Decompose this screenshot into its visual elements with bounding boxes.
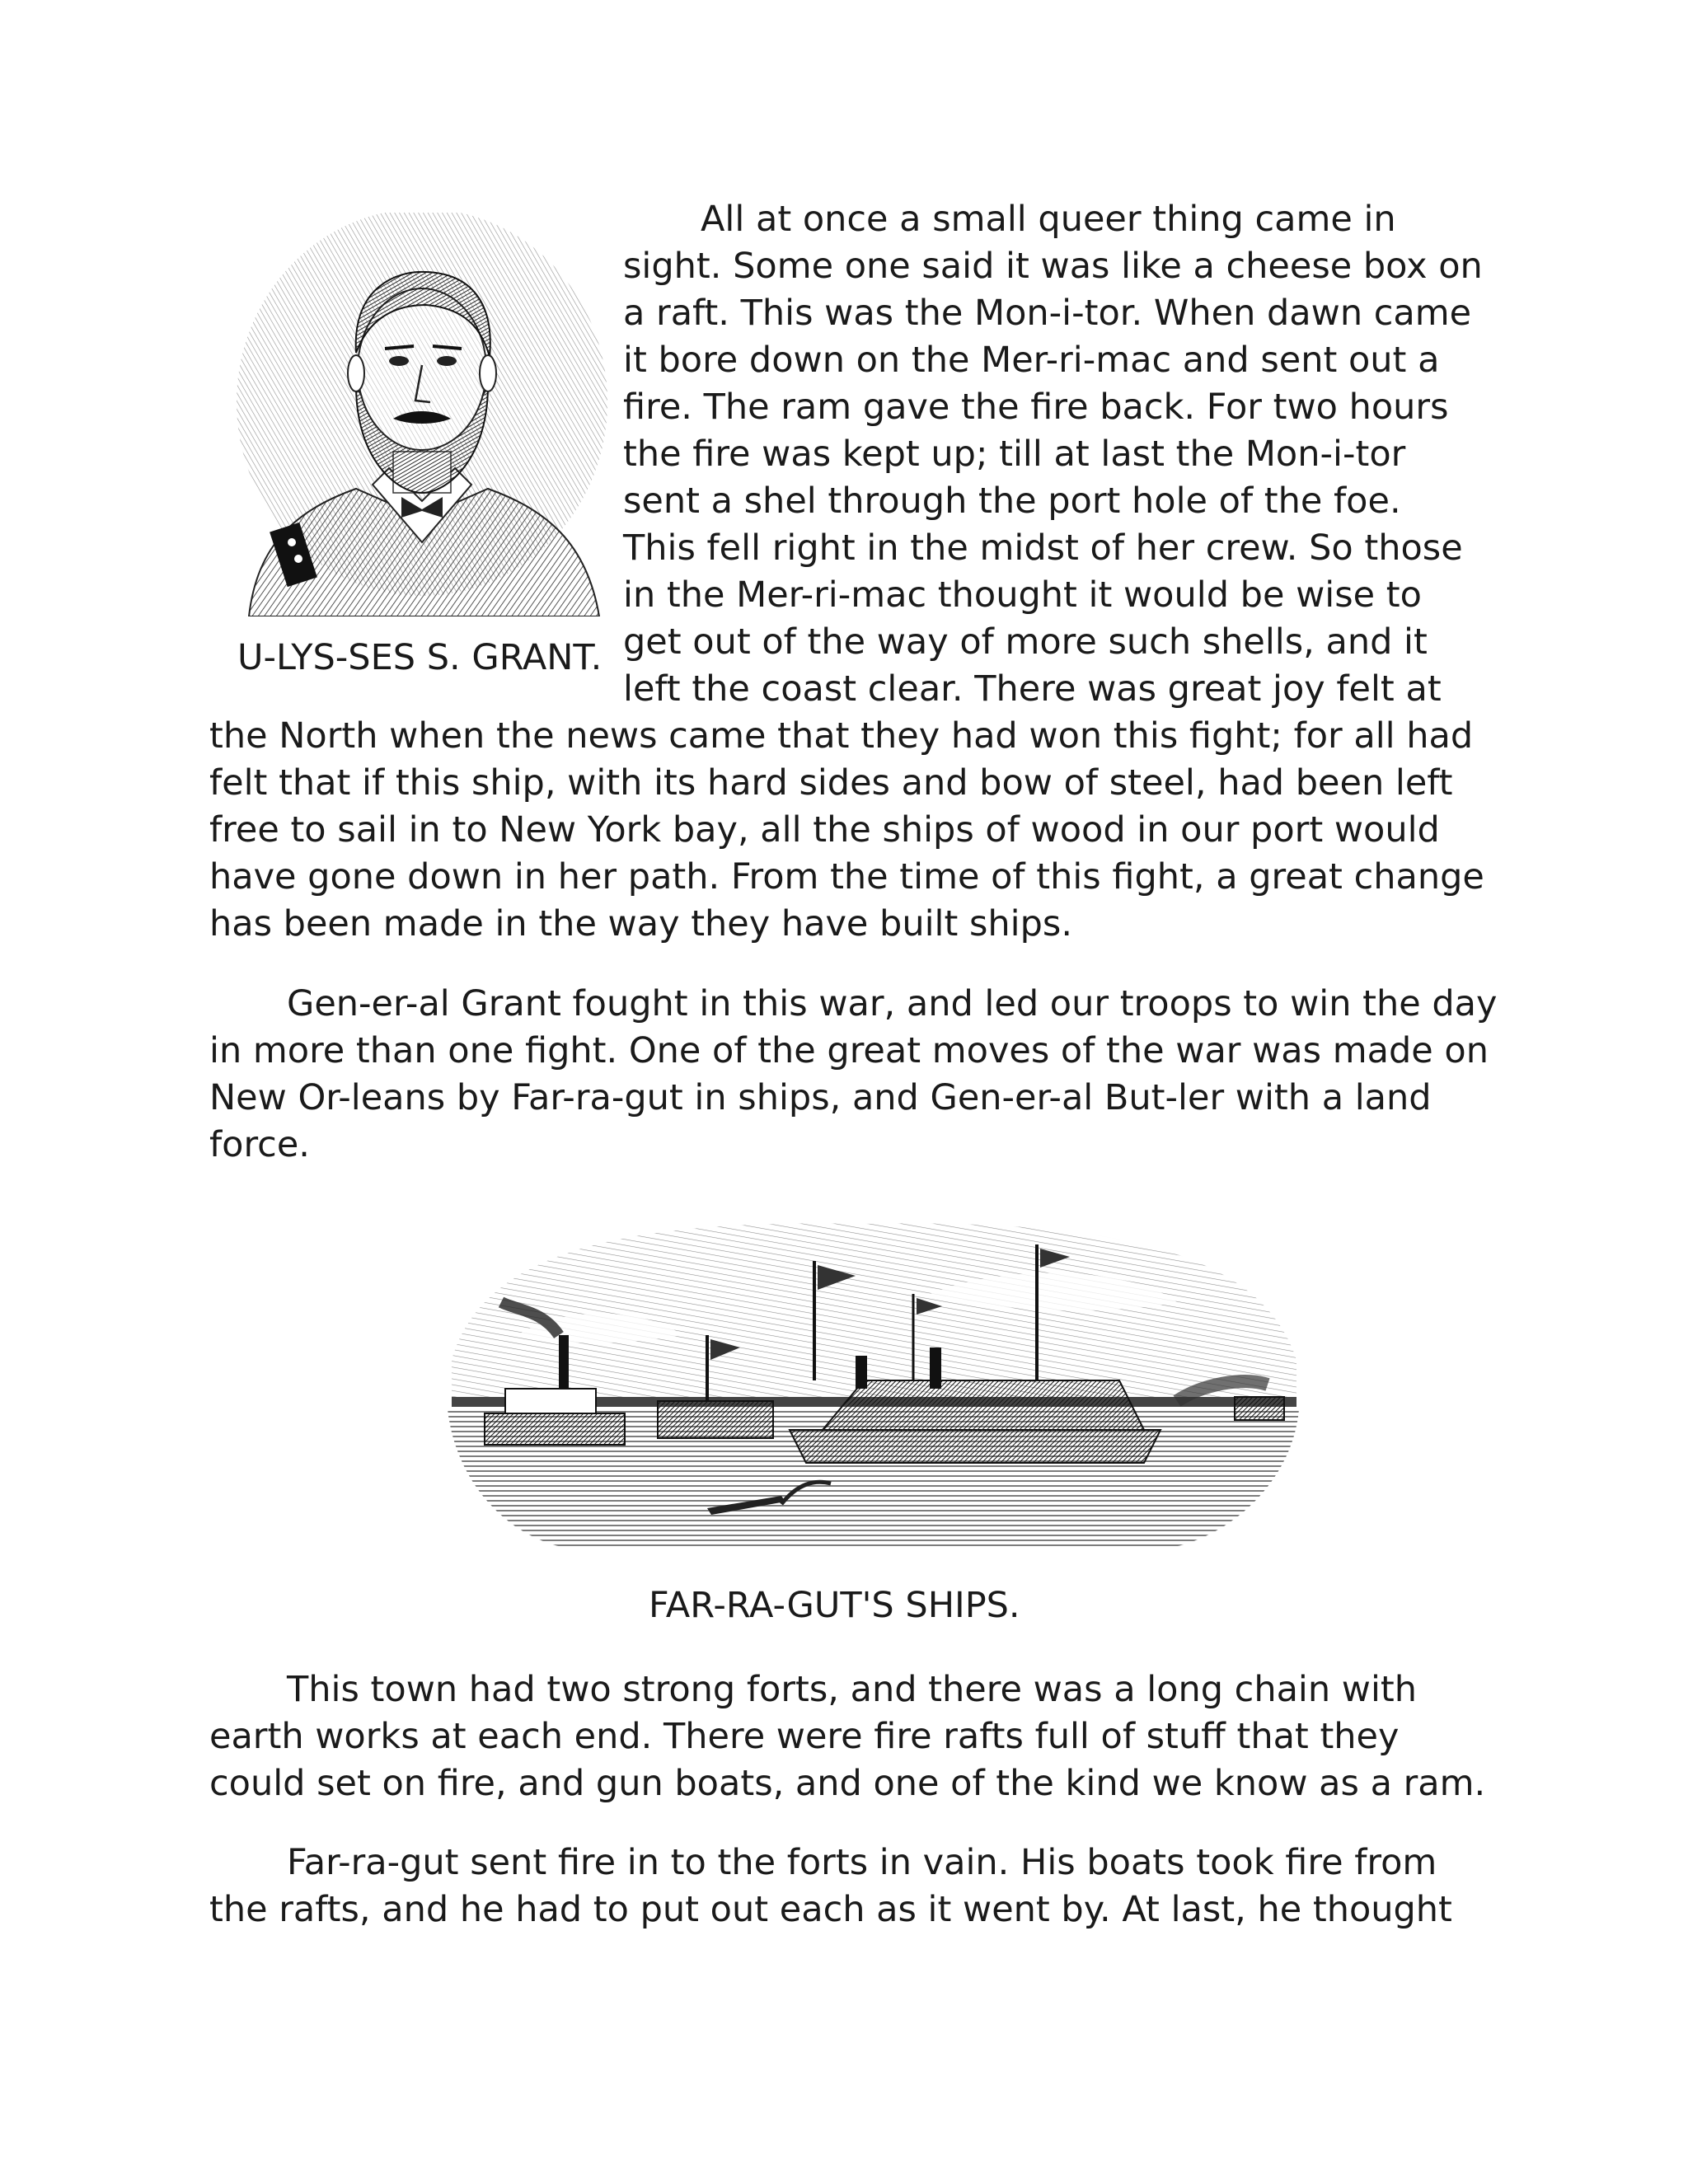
paragraph-line: could set on fire, and gun boats, and one of the kind we know as a ram. <box>209 1763 1486 1804</box>
paragraph-line: New Or-leans by Far-ra-gut in ships, and Gen-er-al But-ler with a land <box>209 1077 1432 1118</box>
paragraph-line: it bore down on the Mer-ri-mac and sent out a <box>623 340 1440 381</box>
paragraph-line: This fell right in the midst of her crew. So those <box>623 527 1463 569</box>
ships-caption: FAR-RA-GUT'S SHIPS. <box>649 1585 1020 1626</box>
paragraph-line: the North when the news came that they had won this fight; for all had <box>209 715 1474 757</box>
paragraph-line: the fire was kept up; till at last the Mon-i-tor <box>623 434 1406 475</box>
paragraph-line: left the coast clear. There was great joy felt at <box>623 668 1442 710</box>
paragraph-line: All at once a small queer thing came in <box>701 199 1396 240</box>
paragraph-line: free to sail in to New York bay, all the ships of wood in our port would <box>209 809 1440 851</box>
paragraph-line: in more than one fight. One of the great moves of the war was made on <box>209 1030 1489 1071</box>
paragraph-line: felt that if this ship, with its hard sides and bow of steel, had been left <box>209 762 1453 804</box>
paragraph-line: sent a shel through the port hole of the foe. <box>623 480 1401 522</box>
paragraph-line: have gone down in her path. From the time of this fight, a great change <box>209 856 1484 898</box>
paragraph-line: the rafts, and he had to put out each as it went by. At last, he thought <box>209 1889 1452 1930</box>
paragraph-line: get out of the way of more such shells, and it <box>623 621 1428 663</box>
paragraph-line: fire. The ram gave the fire back. For two hours <box>623 387 1449 428</box>
grant-portrait-image <box>232 213 612 616</box>
paragraph-line: sight. Some one said it was like a cheese box on <box>623 246 1483 287</box>
paragraph-line: has been made in the way they have built ships. <box>209 903 1072 944</box>
paragraph-line: in the Mer-ri-mac thought it would be wise to <box>623 574 1422 616</box>
portrait-caption: U-LYS-SES S. GRANT. <box>237 637 603 678</box>
paragraph-line: Far-ra-gut sent fire in to the forts in vain. His boats took fire from <box>287 1842 1437 1883</box>
paragraph-line: Gen-er-al Grant fought in this war, and led our troops to win the day <box>287 983 1498 1024</box>
paragraph-line: a raft. This was the Mon-i-tor. When dawn came <box>623 293 1472 334</box>
farragut-ships-image <box>435 1212 1309 1558</box>
paragraph-line: earth works at each end. There were fire rafts full of stuff that they <box>209 1716 1400 1757</box>
paragraph-line: This town had two strong forts, and there was a long chain with <box>287 1669 1418 1710</box>
paragraph-line: force. <box>209 1124 310 1165</box>
